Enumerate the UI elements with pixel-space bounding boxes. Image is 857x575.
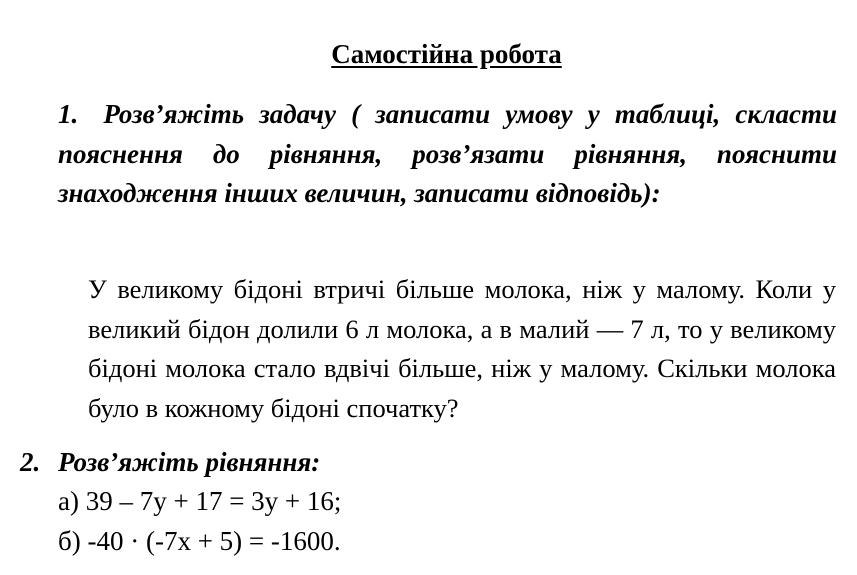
equation-a: а) 39 – 7y + 17 = 3y + 16;	[58, 486, 342, 516]
page-title: Самостійна робота	[331, 39, 562, 69]
task-1-text: Розв’яжіть задачу ( записати умову у таблиці, скласти пояснення до рівняння, розв’язати рівняння, пояснити знаходження інших величин, записати відповідь):	[58, 99, 837, 208]
task-2-instruction	[20, 446, 320, 478]
task-1-instruction	[58, 95, 837, 214]
task-1-problem-text: У великому бідоні втричі більше молока, ніж у малому. Коли у великий бідон долили 6 л молока, а в малий — 7 л, то у великому бідоні молока стало вдвічі більше, ніж у малому. Скільки молока було в кожному бідоні спочатку?	[88, 274, 836, 423]
task-2-number: 2.	[20, 447, 41, 477]
task-1-number: 1.	[58, 99, 79, 129]
equation-b: б) -40 · (-7x + 5) = -1600.	[58, 526, 341, 556]
task-2-text: Розв’яжіть рівняння:	[58, 447, 321, 477]
